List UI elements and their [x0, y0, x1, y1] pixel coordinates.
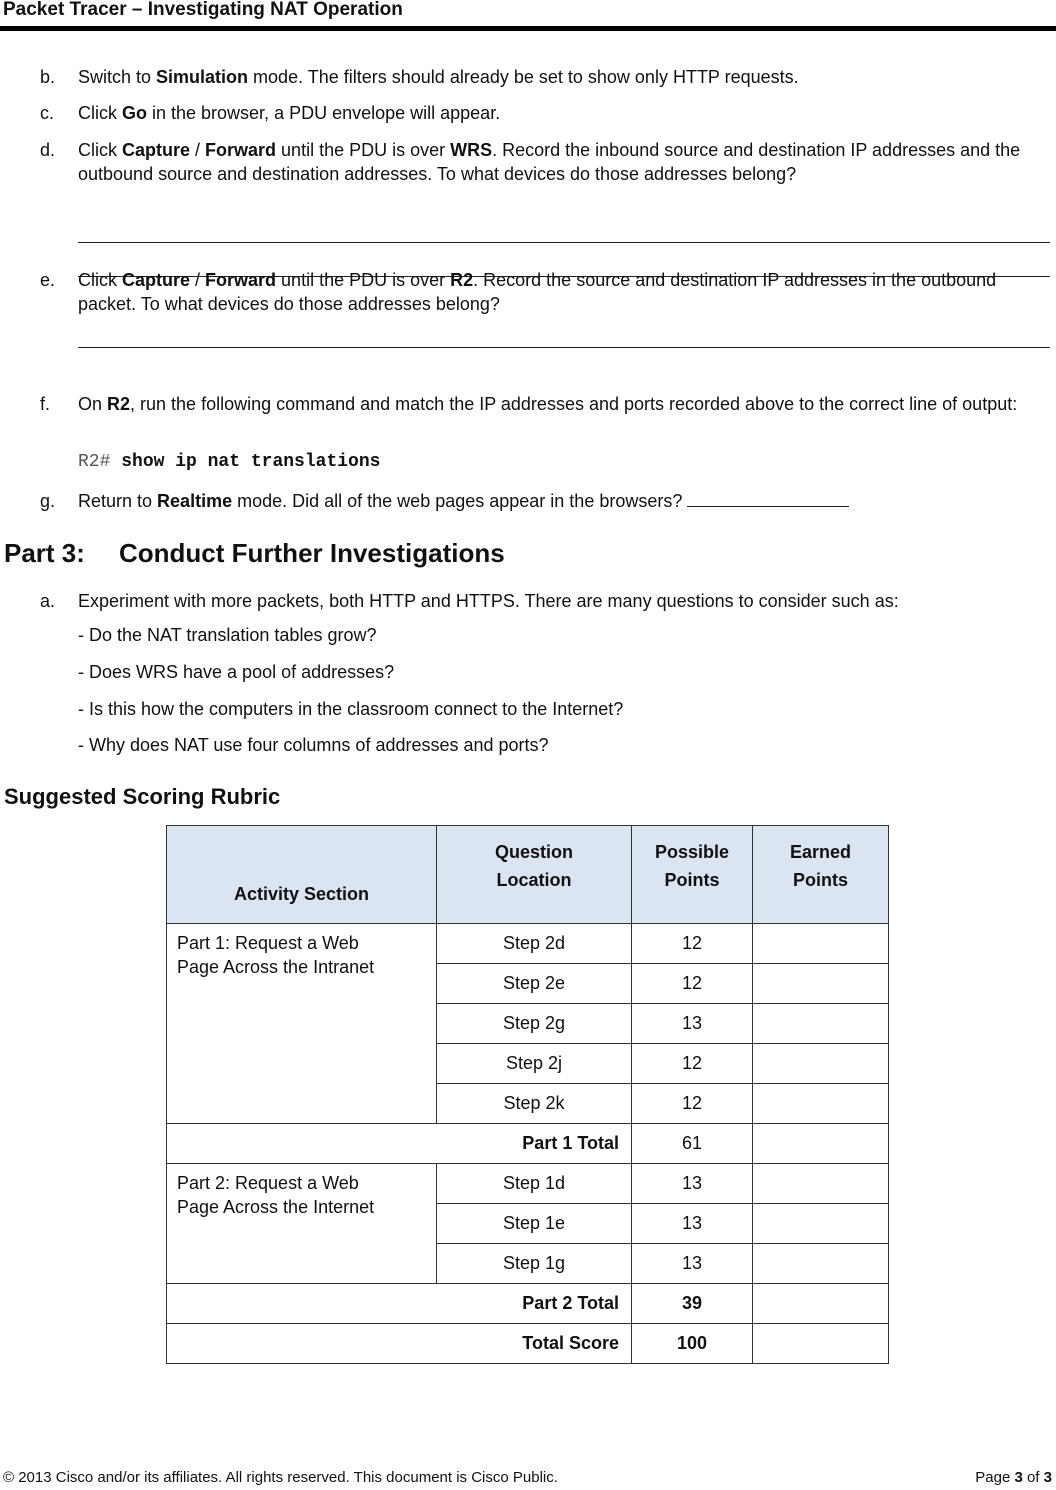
header-earned-points: Earned Points: [753, 826, 889, 924]
rubric-heading: Suggested Scoring Rubric: [4, 784, 281, 809]
total-score-label: Total Score: [167, 1324, 632, 1364]
part3-step-a-text: Experiment with more packets, both HTTP and HTTPS. There are many questions to consider such as:: [78, 591, 899, 611]
possible-points-cell: 13: [632, 1244, 753, 1284]
question-location-cell: Step 2g: [437, 1004, 632, 1044]
step-f-text: On R2, run the following command and match the IP addresses and ports recorded above to the correct line of output:: [78, 394, 1018, 414]
earned-points-cell[interactable]: [753, 1244, 889, 1284]
total-score-row: [167, 1324, 889, 1364]
part-2-total-label: Part 2 Total: [167, 1284, 632, 1324]
question-location-cell: Step 1e: [437, 1204, 632, 1244]
part-3-number: Part 3:: [4, 538, 85, 568]
header-rule: [0, 26, 1056, 31]
step-e-text: Click Capture / Forward until the PDU is over R2. Record the source and destination IP addresses in the outbound packet. To what devices do those addresses belong?: [78, 270, 997, 314]
answer-line[interactable]: [78, 242, 1050, 243]
earned-points-cell[interactable]: [753, 1004, 889, 1044]
earned-points-cell[interactable]: [753, 924, 889, 964]
earned-points-cell[interactable]: [753, 964, 889, 1004]
command-prompt: R2#: [78, 452, 122, 472]
table-header-row: [167, 826, 889, 924]
answer-line[interactable]: [78, 347, 1050, 348]
step-e-letter: e.: [40, 270, 56, 290]
step-b-text: Switch to Simulation mode. The filters should already be set to show only HTTP requests.: [78, 67, 799, 87]
table-row: [167, 924, 889, 964]
footer-copyright: © 2013 Cisco and/or its affiliates. All rights reserved. This document is Cisco Public.: [3, 1469, 558, 1486]
question-item: - Does WRS have a pool of addresses?: [78, 662, 395, 682]
step-d-text: Click Capture / Forward until the PDU is over WRS. Record the inbound source and destination IP addresses and the outbound source and destination addresses. To what devices do those addresses belong?: [78, 140, 1021, 184]
part-2-total-row: [167, 1284, 889, 1324]
answer-blank[interactable]: [687, 490, 849, 507]
part3-step-a-letter: a.: [40, 591, 56, 611]
earned-points-cell[interactable]: [753, 1044, 889, 1084]
earned-points-cell[interactable]: [753, 1164, 889, 1204]
footer-page-number: Page 3 of 3: [975, 1469, 1052, 1486]
document-title: Packet Tracer – Investigating NAT Operation: [3, 0, 403, 20]
earned-points-cell[interactable]: [753, 1124, 889, 1164]
part-3-title: Conduct Further Investigations: [119, 538, 505, 568]
part-1-total-row: [167, 1124, 889, 1164]
question-location-cell: Step 1g: [437, 1244, 632, 1284]
question-item: - Why does NAT use four columns of addresses and ports?: [78, 735, 549, 755]
question-item: - Do the NAT translation tables grow?: [78, 625, 377, 645]
possible-points-cell: 12: [632, 964, 753, 1004]
question-location-cell: Step 2e: [437, 964, 632, 1004]
question-location-cell: Step 1d: [437, 1164, 632, 1204]
possible-points-cell: 13: [632, 1164, 753, 1204]
part-2-total-value: 39: [632, 1284, 753, 1324]
possible-points-cell: 12: [632, 1084, 753, 1124]
total-score-value: 100: [632, 1324, 753, 1364]
part-3-heading: [4, 538, 505, 569]
part-1-section-cell: Part 1: Request a Web Page Across the Intranet: [167, 924, 437, 1124]
question-location-cell: Step 2k: [437, 1084, 632, 1124]
earned-points-cell[interactable]: [753, 1324, 889, 1364]
step-f-letter: f.: [40, 394, 51, 414]
earned-points-cell[interactable]: [753, 1204, 889, 1244]
step-g-text: Return to Realtime mode. Did all of the web pages appear in the browsers?: [78, 489, 1053, 513]
header-possible-points: Possible Points: [632, 826, 753, 924]
part-2-section-cell: Part 2: Request a Web Page Across the Internet: [167, 1164, 437, 1284]
table-row: [167, 1164, 889, 1204]
command-text: show ip nat translations: [121, 452, 381, 472]
header-activity-section: Activity Section: [167, 826, 437, 924]
step-b-letter: b.: [40, 67, 56, 87]
earned-points-cell[interactable]: [753, 1284, 889, 1324]
step-c-letter: c.: [40, 103, 55, 123]
earned-points-cell[interactable]: [753, 1084, 889, 1124]
step-d-letter: d.: [40, 140, 56, 160]
step-c-text: Click Go in the browser, a PDU envelope will appear.: [78, 103, 501, 123]
part-1-total-value: 61: [632, 1124, 753, 1164]
question-item: - Is this how the computers in the classroom connect to the Internet?: [78, 699, 624, 719]
possible-points-cell: 13: [632, 1204, 753, 1244]
part-1-total-label: Part 1 Total: [167, 1124, 632, 1164]
command-line: [78, 452, 380, 472]
header-question-location: Question Location: [437, 826, 632, 924]
step-g-letter: g.: [40, 491, 56, 511]
question-location-cell: Step 2d: [437, 924, 632, 964]
possible-points-cell: 12: [632, 1044, 753, 1084]
possible-points-cell: 12: [632, 924, 753, 964]
question-location-cell: Step 2j: [437, 1044, 632, 1084]
scoring-rubric-table: [166, 825, 889, 1364]
possible-points-cell: 13: [632, 1004, 753, 1044]
